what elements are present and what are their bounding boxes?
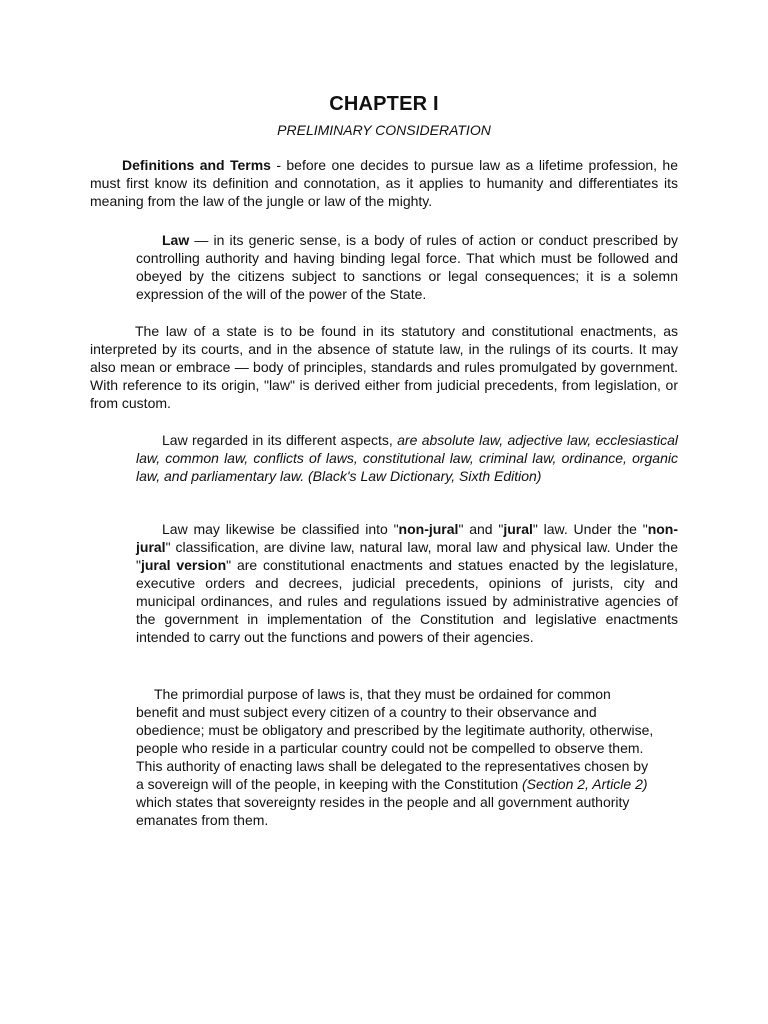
non-jural-term-2: non-jural (136, 521, 679, 555)
state-law-paragraph: The law of a state is to be found in its statutory and constitutional enactments, as interpreted by its courts, and in the absence of statute law, in the rulings of its courts. It may also mean or embrace — body of principles, standards and rules promulgated by government. With reference to its origin, "law" is derived either from judicial precedents, from legislation, or from custom. (90, 323, 678, 411)
law-definition-text: — in its generic sense, is a body of rules of action or conduct prescribed by controlling authority and having binding legal force. That which must be followed and obeyed by the citizens subject to sanctions or legal consequences; it is a solemn expression of the will of the power of the State. (136, 232, 678, 302)
classification-text-1: Law may likewise be classified into " (162, 521, 399, 537)
jural-term: jural (503, 521, 533, 537)
classification-text-5: " are constitutional enactments and statues enacted by the legislature, executive orders and decrees, judicial precedents, opinions of jurists, city and municipal ordinances, and rules and regulations issued by administrative agencies of the government in implementation of the Constitution and legislative enactments intended to carry out the functions and powers of their agencies. (136, 557, 678, 645)
jural-version-term: jural version (140, 557, 227, 573)
purpose-text-2: which states that sovereignty resides in the people and all government authority emanates from them. (136, 794, 630, 828)
aspects-lead: Law regarded in its different aspects, (162, 432, 398, 448)
classification-paragraph (136, 520, 678, 646)
chapter-title: CHAPTER I (329, 93, 439, 115)
chapter-subtitle: PRELIMINARY CONSIDERATION (277, 122, 491, 138)
purpose-text-1: The primordial purpose of laws is, that they must be ordained for common benefit and must subject every citizen of a country to their observance and obedience; must be obligatory and prescribed by the legitimate authority, otherwise, people who reside in a particular country could not be compelled to observe them. This authority of enacting laws shall be delegated to the representatives chosen by a sovereign will of the people, in keeping with the Constitution (136, 686, 654, 792)
definitions-paragraph (90, 156, 678, 210)
purpose-paragraph (136, 685, 656, 829)
constitution-citation: (Section 2, Article 2) (522, 776, 648, 792)
law-term: Law (162, 232, 190, 248)
non-jural-term: non-jural (398, 521, 459, 537)
definitions-text: - before one decides to pursue law as a lifetime profession, he must first know its definition and connotation, as it applies to humanity and differentiates its meaning from the law of the jungle or law of the mighty. (90, 157, 678, 209)
law-definition-paragraph (136, 231, 678, 303)
aspects-list: are absolute law, adjective law, ecclesiastical law, common law, conflicts of laws, constitutional law, criminal law, ordinance, organic law, and parliamentary law. (Black's Law Dictionary, Sixth Edition) (136, 432, 678, 484)
classification-text-4: " classification, are divine law, natural law, moral law and physical law. Under the " (136, 539, 678, 573)
definitions-term: Definitions and Terms (122, 157, 271, 173)
classification-text-3: " law. Under the " (532, 521, 648, 537)
law-aspects-paragraph (136, 431, 678, 485)
classification-text-2: " and " (458, 521, 504, 537)
